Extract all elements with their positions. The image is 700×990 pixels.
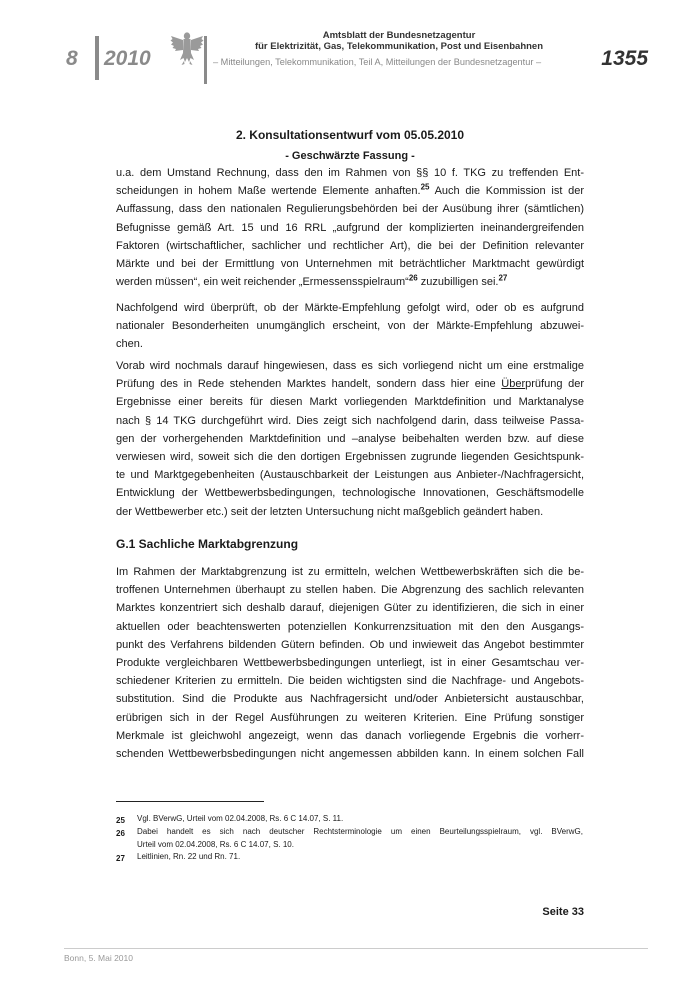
footnote-number: 26 — [116, 829, 125, 838]
text-line: schiedener Kriterien zu ermitteln. Die beiden wichtigsten sind die Nachfrage- und Angebots- — [116, 675, 584, 688]
header-divider — [95, 36, 99, 80]
text-line: Merkmale ist gleichwohl angezeigt, wenn das danach vorliegende Ergebnis die vorherr- — [116, 729, 584, 742]
text-line: chen. — [116, 338, 143, 351]
text-line: Nachfolgend wird überprüft, ob der Märkte-Empfehlung gefolgt wird, oder ob es aufgrund — [116, 302, 584, 314]
text-line: troffenen Unternehmen überhaupt zu stellen haben. Die Abgrenzung des sachlich relevanten — [116, 584, 584, 597]
text-line: Entwicklung der Wettbewerbsbedingungen, technologische Innovationen, Geschäftsmodelle — [116, 487, 584, 500]
issue-year: 2010 — [104, 47, 151, 70]
text-line: punkt des Verfahrens bildenden Gütern befinden. Ob und inwieweit das Angebot bestimmter — [116, 638, 584, 651]
footnote-ref-26[interactable]: 26 — [408, 273, 418, 283]
text-line: Faktoren (wirtschaftlicher, sachlicher und rechtlicher Art), die bei der Definition relevanter — [116, 239, 584, 252]
footnote-number: 25 — [116, 816, 125, 825]
footnote-line: Vgl. BVerwG, Urteil vom 02.04.2008, Rs. 6 C 14.07, S. 11. — [137, 814, 344, 823]
text-line: substitution. Sind die Produkte aus Nachfragersicht und/oder Anbietersicht austauschbar, — [116, 693, 584, 706]
text-line: Auffassung, dass den nationalen Regulierungsbehörden bei der Ausübung ihrer (sämtlichen) — [116, 203, 584, 216]
text-line: Im Rahmen der Marktabgrenzung ist zu ermitteln, welchen Wettbewerbskräften sich die be- — [116, 566, 584, 578]
text-line: Vorab wird nochmals darauf hingewiesen, dass es sich vorliegend nicht um eine erstmalige — [116, 360, 584, 372]
text-line: Prüfung des in Rede stehenden Marktes handelt, sondern dass hier eine — [116, 378, 502, 391]
paragraph-2 — [116, 299, 584, 354]
footnote-ref-25[interactable]: 25 — [420, 182, 430, 192]
emphasis-underline: Über — [501, 378, 526, 391]
footnote-line: Dabei handelt es sich nach deutscher Rechtsterminologie um einen Beurteilungsspielraum, vgl. BVerwG, — [137, 827, 583, 836]
footer-rule — [64, 948, 648, 949]
footer-date: Bonn, 5. Mai 2010 — [64, 953, 133, 963]
text-line: scheidungen in hohem Maße wertende Elemente anhaften. — [116, 185, 421, 198]
text-line: der Wettbewerber etc.) seit der letzten Untersuchung nicht maßgeblich geändert haben. — [116, 505, 544, 518]
document-subtitle: - Geschwärzte Fassung - — [285, 150, 415, 162]
section-heading: G.1 Sachliche Marktabgrenzung — [116, 537, 299, 551]
footnote-line: Urteil vom 02.04.2008, Rs. 6 C 14.07, S. 10. — [137, 839, 294, 849]
paragraph-3 — [116, 357, 584, 521]
text-line: Auch die Kommission ist der — [429, 185, 584, 198]
footnote-text — [137, 813, 583, 826]
paragraph-4 — [116, 563, 584, 763]
text-line: nationaler Besonderheiten unumgänglich erscheint, von der Märkte-Empfehlung abzuwei- — [116, 320, 584, 333]
text-line: Befugnisse gemäß Art. 15 und 16 RRL „aufgrund der komplizierten ineinandergreifenden — [116, 221, 584, 234]
text-line: u.a. dem Umstand Rechnung, dass den im Rahmen von §§ 10 f. TKG zu treffenden Ent- — [116, 167, 584, 179]
publisher-line-2: für Elektrizität, Gas, Telekommunikation, Post und Eisenbahnen — [254, 41, 544, 52]
text-line: werden müssen“, ein weit reichender „Ermessensspielraum“ — [116, 276, 409, 289]
text-line: Ergebnisse einer bereits für diesen Markt vorliegenden Marktdefinition und Marktanalyse — [116, 396, 584, 409]
federal-eagle-icon — [170, 30, 204, 66]
paragraph-1 — [116, 164, 584, 291]
header-divider-2 — [204, 36, 207, 84]
text-line: gen der vorhergehenden Marktdefinition und –analyse beibehalten werden bzw. auf diese — [116, 432, 584, 445]
text-line: te und Marktgegebenheiten (Austauschbarkeit der Leistungen aus Anbieter-/Nachfragersicht, — [116, 469, 584, 482]
text-line: Produkte vergleichbaren Wettbewerbsbedingungen unterliegt, ist in einer Gesamtschau ver- — [116, 657, 584, 670]
footnote-line: Leitlinien, Rn. 22 und Rn. 71. — [137, 852, 241, 861]
text-line: nach § 14 TKG durchgeführt wird. Dies zeigt sich nachfolgend darin, dass teilweise Passa- — [116, 414, 584, 427]
footnote-separator — [116, 801, 264, 802]
page-number: 1355 — [601, 47, 648, 70]
text-line: aktuellen oder beachtenswerten potenziellen Konkurrenzsituation mit den den Ausgangs- — [116, 620, 584, 633]
footnote-ref-27[interactable]: 27 — [498, 273, 508, 283]
issue-number: 8 — [66, 47, 78, 70]
footnote-text — [137, 851, 583, 864]
text-line: erübrigen sich in der Regel Ausführungen zu weiteren Kriterien. Eine Prüfung sonstiger — [116, 711, 584, 724]
text-line: prüfung der — [525, 378, 585, 391]
footnote-text — [137, 826, 583, 851]
text-line: zuzubilligen sei. — [417, 276, 499, 289]
text-line: schenden Wettbewerbsbedingungen nicht angemessen abbilden kann. In einem solchen Fall — [116, 748, 584, 761]
text-line: verwiesen wird, soweit sich die den dortigen Ergebnissen zugrunde liegenden Gesichtspunk- — [116, 451, 584, 464]
document-title: 2. Konsultationsentwurf vom 05.05.2010 — [235, 128, 465, 142]
text-line: Marktes konzentriert sich deshalb darauf, diejenigen Güter zu identifizieren, die sich in einer — [116, 602, 584, 615]
publisher-line-1: Amtsblatt der Bundesnetzagentur — [322, 30, 476, 41]
footnote-number: 27 — [116, 854, 125, 863]
text-line: Märkte und bei der Ermittlung von Unternehmen mit beträchtlicher Marktmacht gewürdigt — [116, 258, 584, 271]
section-subtitle: – Mitteilungen, Telekommunikation, Teil A, Mitteilungen der Bundesnetzagentur – — [213, 57, 542, 67]
seite-label: Seite 33 — [542, 906, 584, 918]
